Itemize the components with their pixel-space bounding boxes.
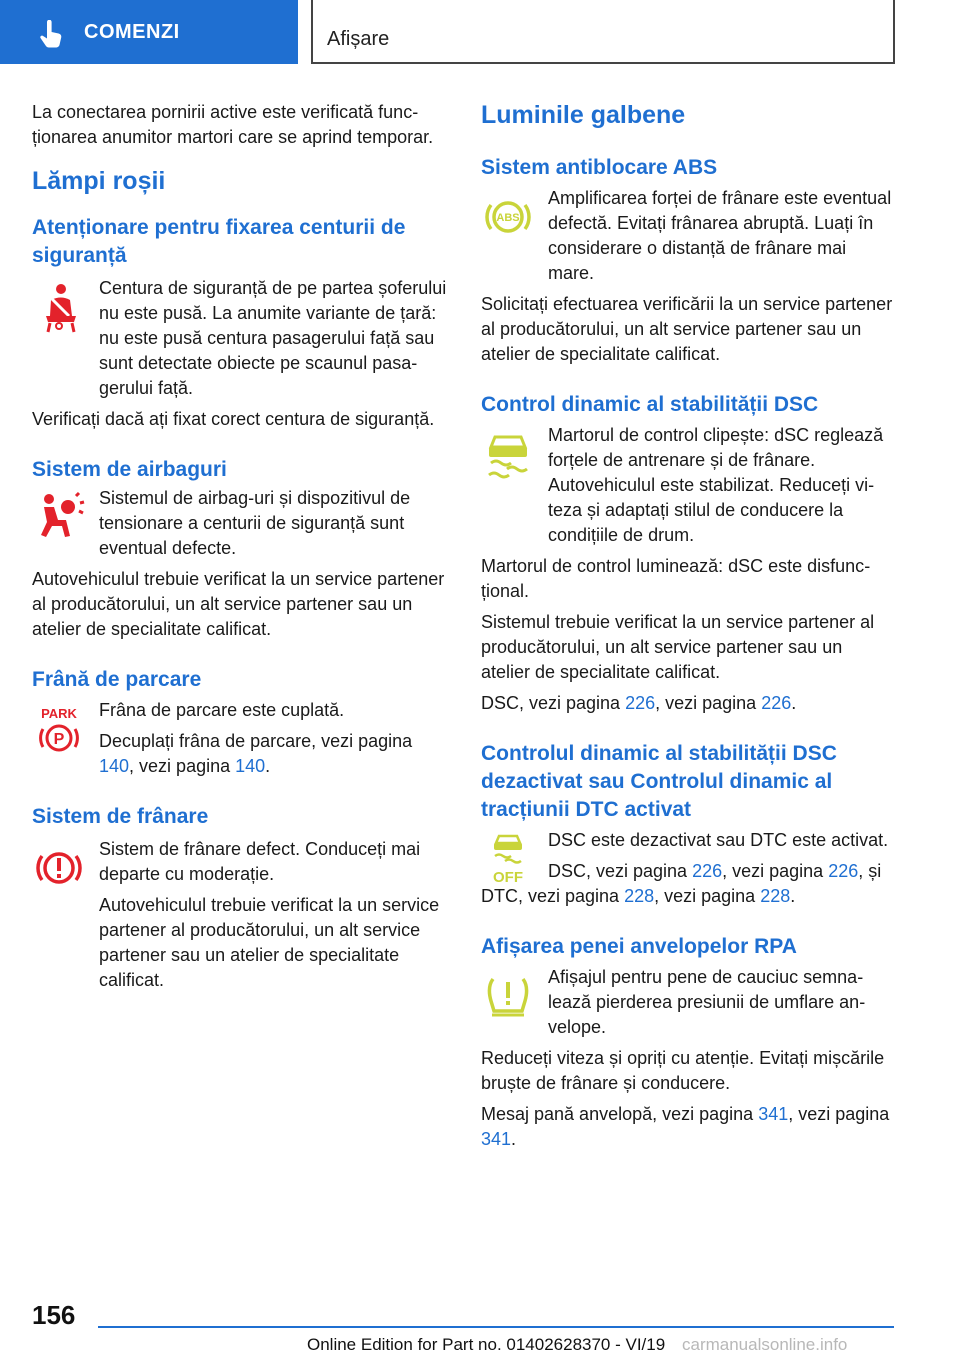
- section-title: Afișare: [327, 28, 390, 50]
- airbag-text-2: Autovehiculul trebuie verificat la un service partener al producătorului, un alt service partener sau un atelier de specialitate calificat.: [32, 569, 445, 639]
- dsc-off-text: DSC este dezactivat sau DTC este activat.: [548, 830, 889, 850]
- page-link-140[interactable]: 140: [235, 756, 266, 776]
- park-icon-letter: P: [53, 731, 65, 748]
- parking-brake-icon: [32, 702, 86, 756]
- watermark: carmanualsonline.info: [682, 1335, 848, 1354]
- dsc-off-item: [481, 828, 893, 909]
- page-link-140[interactable]: 140: [99, 756, 130, 776]
- abs-item: [481, 186, 893, 286]
- seatbelt-warning-icon: [32, 280, 86, 334]
- belt-text-2: Verificați dacă ați fixat corect centura de siguranță.: [32, 409, 435, 429]
- airbag-item: [32, 486, 448, 561]
- page-number: 156: [32, 1300, 76, 1330]
- page-link-341[interactable]: 341: [481, 1129, 512, 1149]
- brake-heading: Sistem de frânare: [32, 805, 209, 828]
- dsc-off-icon-label: OFF: [493, 869, 523, 886]
- edition-text: Online Edition for Part no. 01402628370 - VI/19: [307, 1335, 666, 1354]
- brake-system-warning-icon: [32, 841, 86, 895]
- rpa-text: Afișajul pentru pene de cauciuc semnalează pierderea presiunii de umflare anvelope.: [548, 967, 866, 1037]
- park-ref-text: Decuplați frâna de parcare, vezi pagina 140, vezi pagina 140.: [99, 731, 413, 776]
- left-column: [32, 100, 448, 999]
- brake-item: [32, 837, 448, 887]
- airbag-warning-icon: [32, 490, 86, 544]
- page-link-226[interactable]: 226: [761, 693, 792, 713]
- park-text: Frâna de parcare este cuplată.: [99, 700, 345, 720]
- rpa-ref-text: Mesaj pană anvelopă, vezi pagina 341, vezi pagina 341.: [481, 1104, 890, 1149]
- brake-text-2: Autovehiculul trebuie verificat la un service partener al producătorului, un alt service partener sau un atelier de specialitate calificat.: [99, 895, 440, 990]
- dsc-heading: Control dinamic al stabilității DSC: [481, 393, 819, 416]
- abs-icon-label: ABS: [496, 212, 520, 224]
- intro-paragraph: La conectarea pornirii active este verificată funcționarea anumitor martori care se aprind temporar.: [32, 102, 434, 147]
- dsc-off-heading: Controlul dinamic al stabilității DSC dezactivat sau Controlul dinamic al tracțiunii DTC activat: [481, 742, 837, 821]
- page-link-226[interactable]: 226: [625, 693, 656, 713]
- airbag-text: Sistemul de airbag-uri și dispozitivul de tensionare a centurii de siguranță sunt eventual defecte.: [99, 488, 411, 558]
- dsc-item: [481, 423, 893, 548]
- rpa-item: [481, 965, 893, 1040]
- red-lights-heading: Lămpi roșii: [32, 167, 166, 195]
- abs-heading: Sistem antiblocare ABS: [481, 156, 718, 179]
- page-link-228[interactable]: 228: [760, 886, 791, 906]
- dsc-ref-text: DSC, vezi pagina 226, vezi pagina 226.: [481, 693, 797, 713]
- footer-divider: [98, 1326, 894, 1328]
- belt-heading: Atenționare pentru fixarea centurii de siguranță: [32, 216, 406, 267]
- page-link-226[interactable]: 226: [828, 861, 859, 881]
- park-item: [32, 698, 448, 779]
- park-heading: Frână de parcare: [32, 668, 202, 691]
- section-header: [311, 0, 895, 64]
- dsc-text-3: Sistemul trebuie verificat la un service partener al producătorului, un alt service partener sau un atelier de specialitate calificat.: [481, 612, 875, 682]
- rpa-text-2: Reduceți viteza și opriți cu atenție. Evitați mișcările bruște de frânare și conducere.: [481, 1048, 885, 1093]
- yellow-lights-heading: Luminile galbene: [481, 101, 686, 129]
- dsc-off-ref-text: DSC, vezi pagina 226, vezi pagina 226, și DTC, vezi pagina 228, vezi pagina 228.: [481, 861, 882, 906]
- dsc-text-2: Martorul de control luminează: dSC este disfuncțional.: [481, 556, 871, 601]
- chapter-tab[interactable]: [0, 0, 298, 64]
- belt-text: Centura de siguranță de pe partea șoferului nu este pusă. La anumite variante de țară: nu este pusă centura pasagerului față sau sunt detectate obiecte pe scaunul pasagerului față.: [99, 278, 447, 398]
- dsc-text: Martorul de control clipește: dSC reglează forțele de antrenare și de frânare. Autovehiculul este stabilizat. Reduceți viteza și adaptați stilul de conducere la condițiile de drum.: [548, 425, 884, 545]
- right-column: [481, 100, 893, 1158]
- brake-text: Sistem de frânare defect. Conduceți mai departe cu moderație.: [99, 839, 421, 884]
- dsc-off-icon: [481, 832, 535, 886]
- abs-text: Amplificarea forței de frânare este eventual defectă. Evitați frânarea abruptă. Luați în considerare o distanță de frânare mai mare.: [548, 188, 892, 283]
- belt-item: [32, 276, 448, 401]
- page-link-228[interactable]: 228: [624, 886, 655, 906]
- tire-pressure-warning-icon: [481, 969, 535, 1023]
- abs-text-2: Solicitați efectuarea verificării la un service partener al producătorului, un alt service partener sau un atelier de specialitate calificat.: [481, 294, 893, 364]
- rpa-heading: Afișarea penei anvelopelor RPA: [481, 935, 797, 958]
- pointing-hand-icon: [38, 20, 64, 50]
- page-link-341[interactable]: 341: [758, 1104, 789, 1124]
- chapter-tab-label: COMENZI: [84, 21, 180, 43]
- airbag-heading: Sistem de airbaguri: [32, 458, 227, 481]
- page-link-226[interactable]: 226: [692, 861, 723, 881]
- abs-warning-icon: [481, 190, 535, 244]
- park-icon-label: PARK: [41, 706, 77, 721]
- dsc-stability-icon: [481, 427, 535, 481]
